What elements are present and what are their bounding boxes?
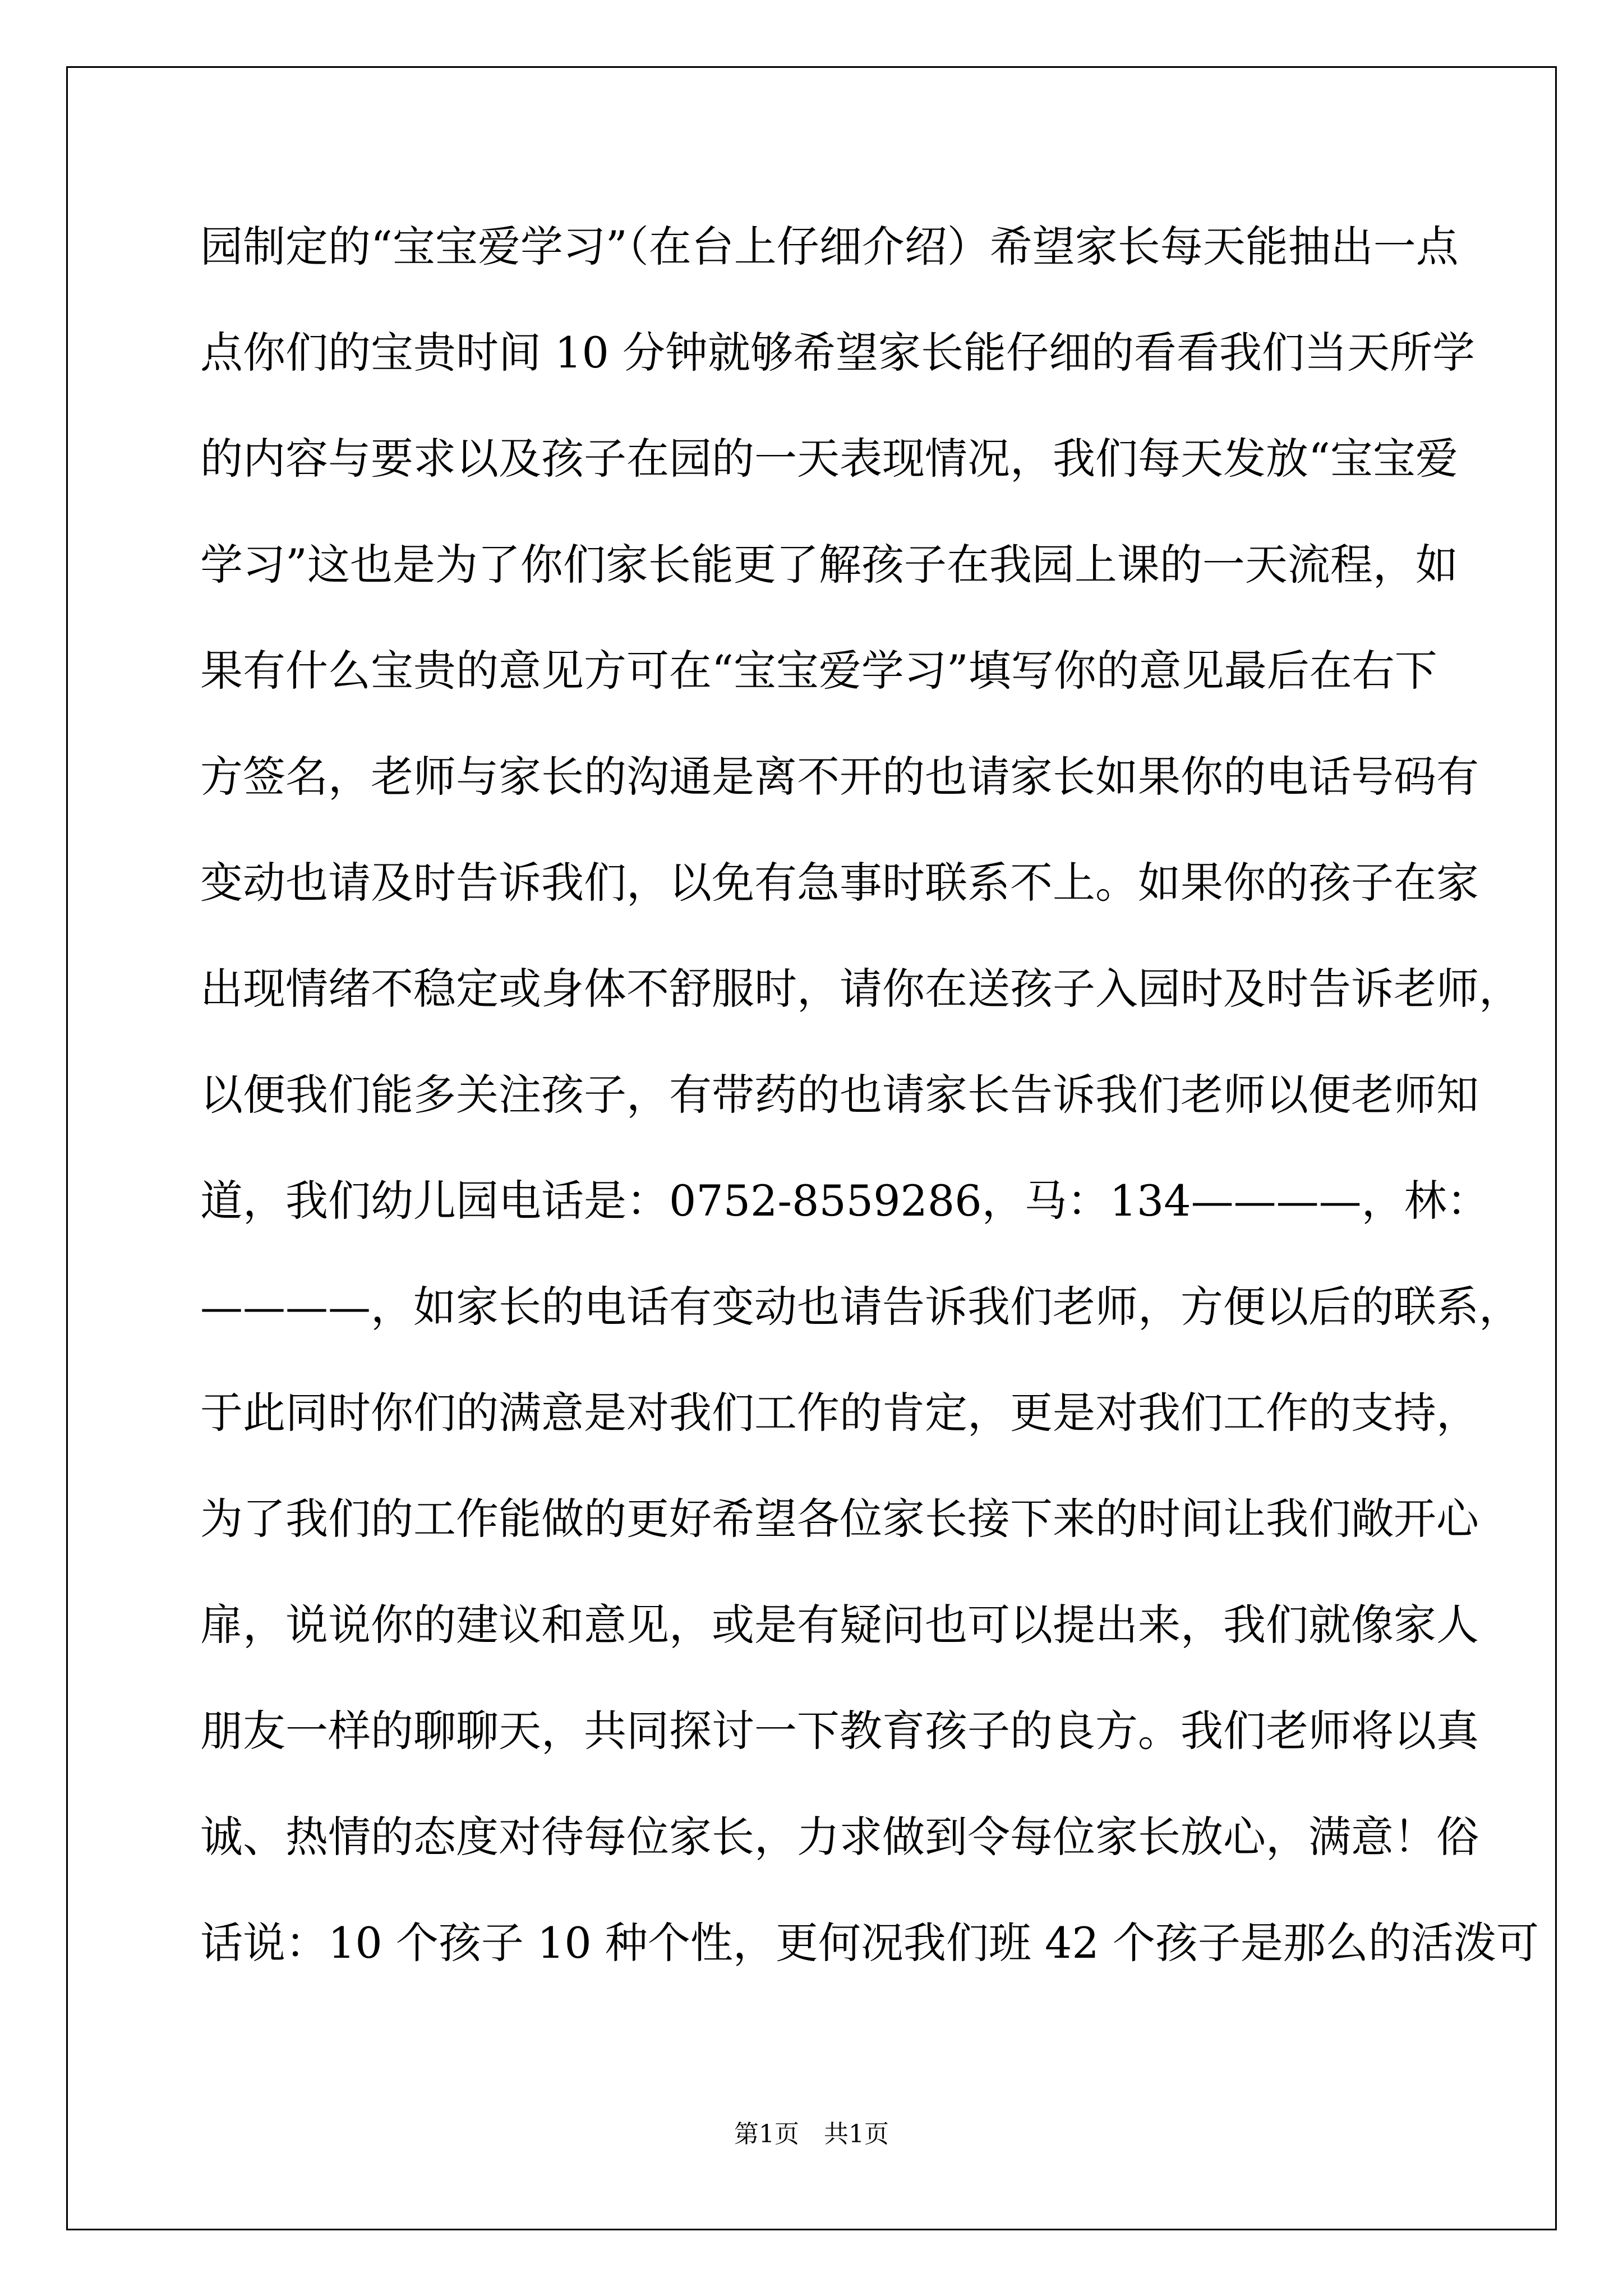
page-number-footer: 第1页 共1页: [734, 2120, 889, 2148]
text-line: 方签名，老师与家长的沟通是离不开的也请家长如果你的电话号码有: [200, 752, 1479, 802]
text-line: ————，如家长的电话有变动也请告诉我们老师，方便以后的联系，: [200, 1282, 1521, 1332]
text-line: 园制定的“宝宝爱学习”（在台上仔细介绍）希望家长每天能抽出一点: [200, 222, 1459, 272]
text-line: 变动也请及时告诉我们，以免有急事时联系不上。如果你的孩子在家: [200, 858, 1479, 908]
text-line: 学习”这也是为了你们家长能更了解孩子在我园上课的一天流程，如: [200, 540, 1458, 590]
text-line: 扉，说说你的建议和意见，或是有疑问也可以提出来，我们就像家人: [200, 1600, 1479, 1650]
text-line: 点你们的宝贵时间 10 分钟就够希望家长能仔细的看看我们当天所学: [200, 328, 1476, 378]
text-line: 以便我们能多关注孩子，有带药的也请家长告诉我们老师以便老师知: [200, 1070, 1479, 1120]
document-body: [200, 219, 1539, 2021]
text-line: 于此同时你们的满意是对我们工作的肯定，更是对我们工作的支持，: [200, 1388, 1479, 1438]
text-line: 朋友一样的聊聊天，共同探讨一下教育孩子的良方。我们老师将以真: [200, 1706, 1479, 1756]
text-line: 诚、热情的态度对待每位家长，力求做到令每位家长放心，满意！俗: [200, 1812, 1479, 1862]
text-line: 出现情绪不稳定或身体不舒服时，请你在送孩子入园时及时告诉老师，: [200, 964, 1521, 1014]
text-line: 果有什么宝贵的意见方可在“宝宝爱学习”填写你的意见最后在右下: [200, 646, 1437, 696]
text-line: 道，我们幼儿园电话是：0752-8559286，马：134————，林：: [200, 1176, 1490, 1226]
text-line: 的内容与要求以及孩子在园的一天表现情况，我们每天发放“宝宝爱: [200, 434, 1458, 484]
text-line: 话说：10 个孩子 10 种个性，更何况我们班 42 个孩子是那么的活泼可: [200, 1918, 1539, 1968]
text-line: 为了我们的工作能做的更好希望各位家长接下来的时间让我们敞开心: [200, 1494, 1479, 1544]
